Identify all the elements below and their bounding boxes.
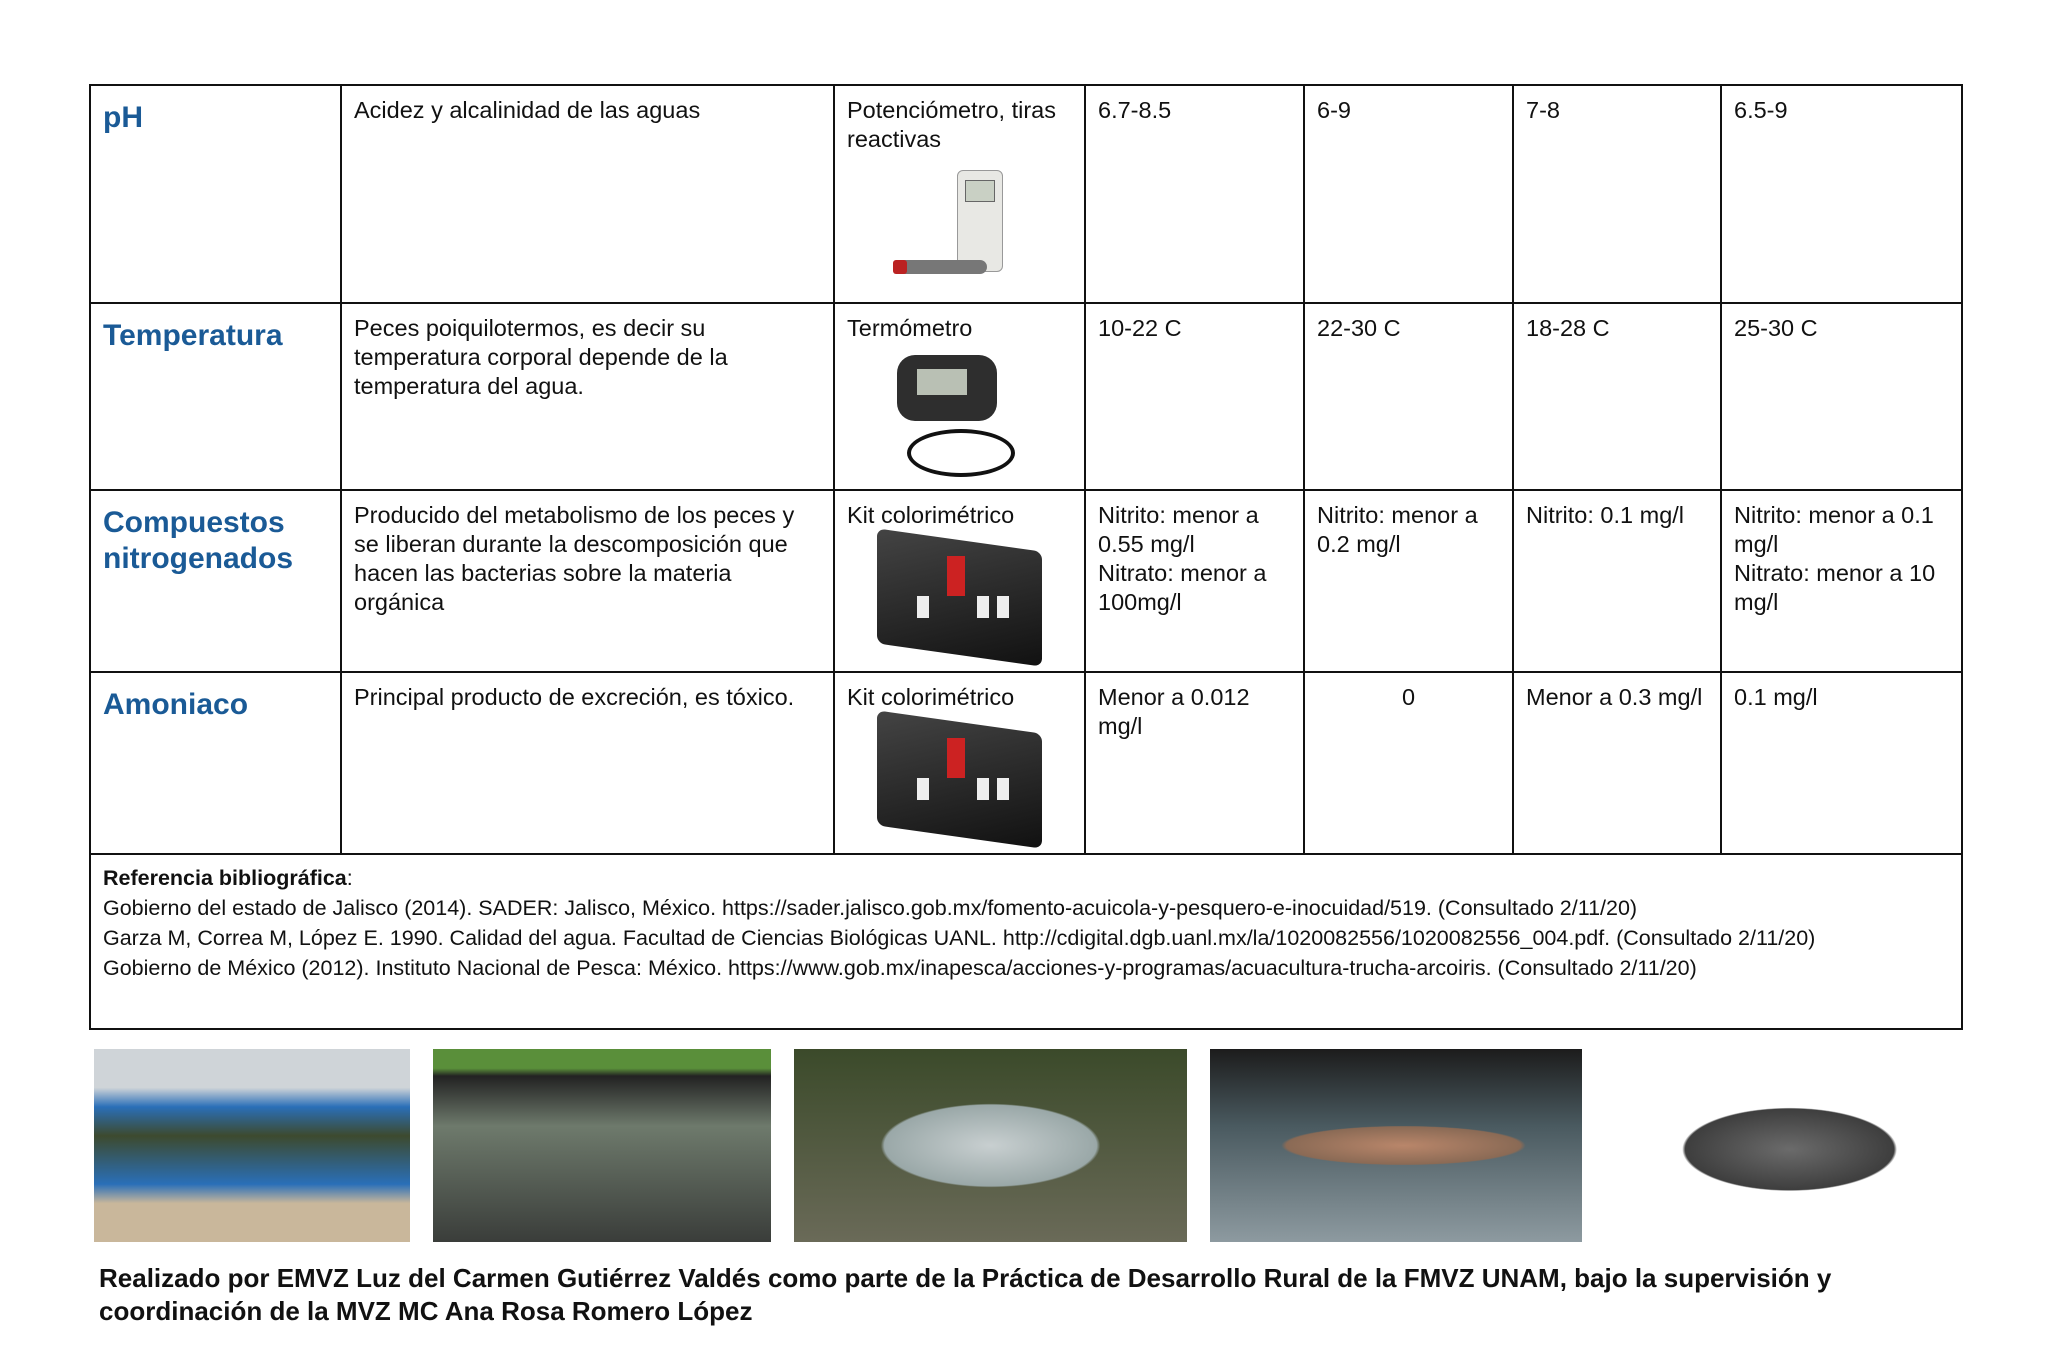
parameter-name: Compuestos nitrogenados <box>90 490 341 672</box>
reference-item: Gobierno de México (2012). Instituto Nacional de Pesca: México. https://www.gob.mx/inapesca/acciones-y-programas/acuacultura-trucha-arcoiris. (Consultado 2/11/20) <box>103 956 1697 980</box>
value-1: 6.7-8.5 <box>1085 85 1304 303</box>
reference-item: Gobierno del estado de Jalisco (2014). SADER: Jalisco, México. https://sader.jalisco.gob.mx/fomento-acuicola-y-pesquero-e-inocuidad/519. (Consultado 2/11/20) <box>103 896 1638 920</box>
value-2: 0 <box>1304 672 1513 854</box>
value-4: 6.5-9 <box>1721 85 1962 303</box>
table-row-ph <box>90 85 1962 303</box>
carp-photo <box>1605 1049 1960 1242</box>
value-3: 7-8 <box>1513 85 1721 303</box>
value-2: Nitrito: menor a 0.2 mg/l <box>1304 490 1513 672</box>
colorimetric-kit-icon <box>877 718 1047 843</box>
reference-item: Garza M, Correa M, López E. 1990. Calidad del agua. Facultad de Ciencias Biológicas UANL. http://cdigital.dgb.uanl.mx/la/1020082556/1020082556_004.pdf. (Consultado 2/11/20) <box>103 926 1816 950</box>
pond-netting-photo <box>433 1049 771 1242</box>
instrument-cell <box>834 490 1085 672</box>
colorimetric-kit-icon <box>877 536 1047 661</box>
tilapia-photo <box>794 1049 1187 1242</box>
table-row-compuestos-nitrogenados <box>90 490 1962 672</box>
parameter-description: Principal producto de excreción, es tóxico. <box>341 672 834 854</box>
instrument-label: Potenciómetro, tiras reactivas <box>847 97 1056 152</box>
value-2: 6-9 <box>1304 85 1513 303</box>
table-row-temperatura <box>90 303 1962 490</box>
value-1: 10-22 C <box>1085 303 1304 490</box>
value-3: Menor a 0.3 mg/l <box>1513 672 1721 854</box>
instrument-cell <box>834 672 1085 854</box>
references: Referencia bibliográfica: Gobierno del estado de Jalisco (2014). SADER: Jalisco, México. https://sader.jalisco.gob.mx/fomento-acuicola-y-pesquero-e-inocuidad/519. (Consultado 2/11/20) Garza M, Correa M, López E. 1990. Calidad del agua. Facultad de Ciencias Biológicas UANL. http://cdigital.dgb.uanl.mx/la/1020082556/1020082556_004.pdf. (Consultado 2/11/20) Gobierno de México (2012). Instituto Nacional de Pesca: México. https://www.gob.mx/inapesca/acciones-y-programas/acuacultura-trucha-arcoiris. (Consultado 2/11/20) <box>90 854 1962 1029</box>
parameter-name: pH <box>90 85 341 303</box>
parameter-description: Producido del metabolismo de los peces y se liberan durante la descomposición que hacen las bacterias sobre la materia orgánica <box>341 490 834 672</box>
instrument-label: Kit colorimétrico <box>847 502 1015 528</box>
instrument-cell <box>834 85 1085 303</box>
credits-footer: Realizado por EMVZ Luz del Carmen Gutiérrez Valdés como parte de la Práctica de Desarrollo Rural de la FMVZ UNAM, bajo la supervisión y coordinación de la MVZ MC Ana Rosa Romero López <box>99 1263 1832 1326</box>
value-1: Menor a 0.012 mg/l <box>1085 672 1304 854</box>
instrument-label: Kit colorimétrico <box>847 684 1015 710</box>
references-title: Referencia bibliográfica <box>103 866 347 890</box>
value-4: 0.1 mg/l <box>1721 672 1962 854</box>
water-quality-table <box>89 84 1963 1030</box>
instrument-label: Termómetro <box>847 315 973 341</box>
value-2: 22-30 C <box>1304 303 1513 490</box>
value-1: Nitrito: menor a 0.55 mg/l Nitrato: menor a 100mg/l <box>1085 490 1304 672</box>
ph-meter-icon <box>887 160 1027 280</box>
value-4: Nitrito: menor a 0.1 mg/l Nitrato: menor a 10 mg/l <box>1721 490 1962 672</box>
rainbow-trout-photo <box>1210 1049 1582 1242</box>
value-3: Nitrito: 0.1 mg/l <box>1513 490 1721 672</box>
parameter-name: Amoniaco <box>90 672 341 854</box>
table-row-amoniaco <box>90 672 1962 854</box>
parameter-name: Temperatura <box>90 303 341 490</box>
value-4: 25-30 C <box>1721 303 1962 490</box>
fish-tanks-photo <box>94 1049 410 1242</box>
value-3: 18-28 C <box>1513 303 1721 490</box>
references-row <box>90 854 1962 1029</box>
parameter-description: Acidez y alcalinidad de las aguas <box>341 85 834 303</box>
parameter-description: Peces poiquilotermos, es decir su temperatura corporal depende de la temperatura del agua. <box>341 303 834 490</box>
digital-thermometer-icon <box>887 349 1037 479</box>
instrument-cell <box>834 303 1085 490</box>
